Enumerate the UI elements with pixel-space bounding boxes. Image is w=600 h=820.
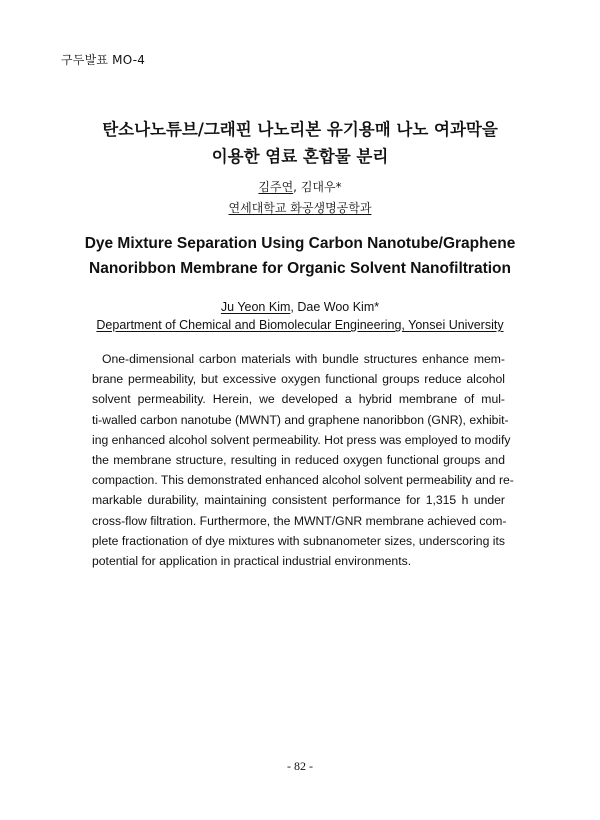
abstract-line: potential for application in practical industrial environments. <box>92 554 412 569</box>
korean-author-block <box>40 177 560 219</box>
abstract-line: One-dimensional carbon materials with bundle structures enhance mem- <box>102 352 505 366</box>
abstract-line: solvent permeability. Herein, we developed a hybrid membrane of mul- <box>92 392 505 407</box>
abstract-line: compaction. This demonstrated enhanced alcohol solvent permeability and re- <box>92 473 514 488</box>
abstract-line: ing enhanced alcohol solvent permeability. Hot press was employed to modify <box>92 432 511 447</box>
abstract-body <box>92 349 514 571</box>
english-title <box>30 231 570 281</box>
abstract-line: markable durability, maintaining consistent performance for 1,315 h under <box>92 493 505 508</box>
abstract-line: the membrane structure, resulting in reduced oxygen functional groups and <box>92 453 505 468</box>
english-title-line: Nanoribbon Membrane for Organic Solvent Nanofiltration <box>89 260 511 277</box>
korean-affiliation: 연세대학교 화공생명공학과 <box>228 201 372 215</box>
english-affiliation: Department of Chemical and Biomolecular Engineering, Yonsei University <box>96 318 504 332</box>
english-coauthor: Dae Woo Kim* <box>297 300 380 314</box>
korean-presenting-author: 김주연 <box>258 180 294 194</box>
english-author-block <box>30 298 570 334</box>
english-title-line: Dye Mixture Separation Using Carbon Nanotube/Graphene <box>84 235 516 252</box>
abstract-line: brane permeability, but excessive oxygen functional groups reduce alcohol <box>92 372 505 387</box>
english-presenting-author: Ju Yeon Kim <box>220 300 291 314</box>
korean-title <box>40 116 560 170</box>
abstract-line: plete fractionation of dye mixtures with subnanometer sizes, underscoring its <box>92 533 505 548</box>
abstract-line: cross-flow filtration. Furthermore, the MWNT/GNR membrane achieved com- <box>92 513 507 528</box>
korean-coauthor: 김대우* <box>300 180 342 194</box>
page-number: - 82 - <box>287 759 313 773</box>
english-authors <box>30 298 570 316</box>
korean-title-line: 이용한 염료 혼합물 분리 <box>211 147 389 166</box>
english-author-separator: , <box>290 300 294 314</box>
korean-authors <box>40 177 560 198</box>
korean-title-line: 탄소나노튜브/그래핀 나노리본 유기용매 나노 여과막을 <box>102 120 498 139</box>
abstract-line: ti-walled carbon nanotube (MWNT) and graphene nanoribbon (GNR), exhibit- <box>92 412 509 427</box>
session-label: 구두발표 MO-4 <box>61 53 146 67</box>
korean-author-separator: , <box>293 180 297 194</box>
